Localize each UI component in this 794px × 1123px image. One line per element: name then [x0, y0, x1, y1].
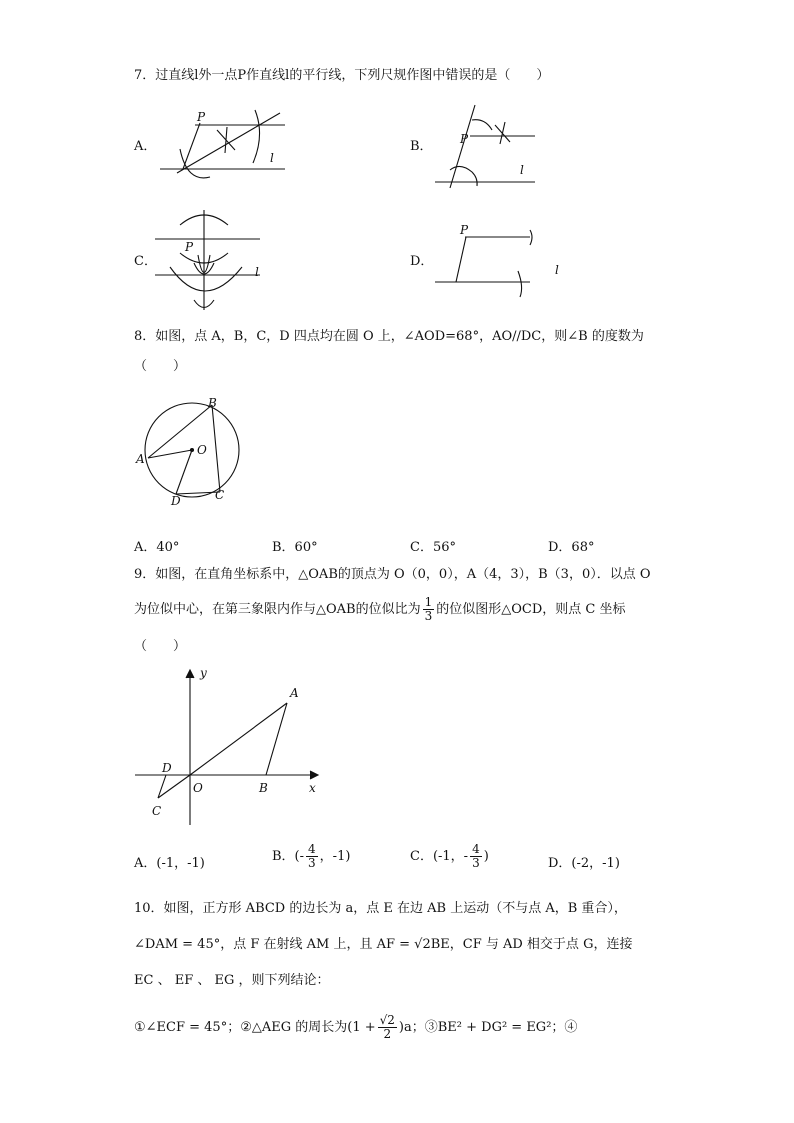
q7-option-a-label[interactable]: A． — [134, 139, 157, 154]
q7-option-d-label[interactable]: D． — [410, 254, 434, 269]
q8-option-c[interactable]: C．56° — [410, 540, 456, 555]
q9-stem-line1: 9．如图，在直角坐标系中，△OAB的顶点为 O（0，0），A（4，3），B（3，0）．以点 O — [134, 567, 651, 582]
q8-option-d[interactable]: D．68° — [548, 540, 595, 555]
q7-a-label-l: l — [270, 151, 274, 165]
q7-figure-c — [150, 205, 270, 315]
q7-figure-a — [155, 105, 295, 185]
q9-label-o: O — [193, 781, 203, 795]
q9-label-b: B — [259, 781, 268, 795]
q10-line2: ∠DAM = 45°，点 F 在射线 AM 上，且 AF = √2BE，CF 与 AD 相交于点 G，连接 — [134, 937, 633, 952]
q9-option-b-fraction: $\frac{4}{3}$ — [308, 842, 316, 870]
q7-c-label-l: l — [255, 265, 259, 279]
q8-label-c: C — [215, 488, 225, 502]
q7-d-label-p: P — [460, 223, 469, 237]
q9-option-a[interactable]: A．(-1，-1) — [134, 856, 205, 871]
q7-option-b-label[interactable]: B． — [410, 139, 433, 154]
q9-label-a: A — [290, 686, 299, 700]
q9-blank: （ ） — [134, 639, 187, 654]
q7-b-label-l: l — [520, 163, 524, 177]
q9-option-d[interactable]: D．(-2，-1) — [548, 856, 620, 871]
q9-label-c: C — [152, 804, 162, 818]
q9-stem-line2b: 的位似图形△OCD，则点 C 坐标 — [436, 602, 626, 617]
q8-label-d: D — [171, 494, 181, 508]
q9-ratio-fraction: $\frac{1}{3}$ — [424, 595, 433, 623]
q8-stem: 8．如图，点 A，B，C，D 四点均在圆 O 上，∠AOD=68°，AO//DC，则∠B 的度数为 — [134, 329, 644, 344]
q9-stem-line2a: 为位似中心，在第三象限内作与△OAB的位似比为 — [134, 602, 421, 617]
q7-c-label-p: P — [185, 240, 194, 254]
q7-option-c-label[interactable]: C． — [134, 254, 157, 269]
q10-line4: ①∠ECF = 45°；②△AEG 的周长为(1 + $\frac{√2}{2}$ )a；③BE² + DG² = EG²；④ — [134, 1013, 578, 1041]
q8-blank: （ ） — [134, 359, 187, 374]
q8-label-a: A — [136, 452, 145, 466]
q9-option-b[interactable]: B．(- $\frac{4}{3}$ ，-1) — [272, 842, 351, 870]
q8-option-b[interactable]: B．60° — [272, 540, 318, 555]
q9-stem-line2 — [134, 596, 626, 623]
q8-label-o: O — [197, 443, 207, 457]
q10-fraction: $\frac{√2}{2}$ — [379, 1013, 395, 1041]
q8-circle-figure — [140, 400, 250, 510]
q9-label-y: y — [200, 666, 207, 680]
q9-label-x: x — [309, 781, 316, 795]
q9-option-c-fraction: $\frac{4}{3}$ — [472, 842, 480, 870]
q7-d-label-l: l — [555, 263, 559, 277]
q9-label-d: D — [162, 761, 172, 775]
q10-line1: 10．如图，正方形 ABCD 的边长为 a，点 E 在边 AB 上运动（不与点 A，B 重合）， — [134, 901, 627, 916]
q8-label-b: B — [208, 396, 217, 410]
q10-line3: EC 、 EF 、 EG ，则下列结论： — [134, 973, 330, 988]
q7-a-label-p: P — [197, 110, 206, 124]
q7-b-label-p: P — [460, 132, 469, 146]
q9-option-c[interactable]: C．(-1，- $\frac{4}{3}$ ) — [410, 842, 489, 870]
q7-stem: 7．过直线l外一点P作直线l的平行线，下列尺规作图中错误的是（ ） — [134, 68, 550, 83]
q8-option-a[interactable]: A．40° — [134, 540, 180, 555]
q7-figure-d — [430, 225, 540, 305]
